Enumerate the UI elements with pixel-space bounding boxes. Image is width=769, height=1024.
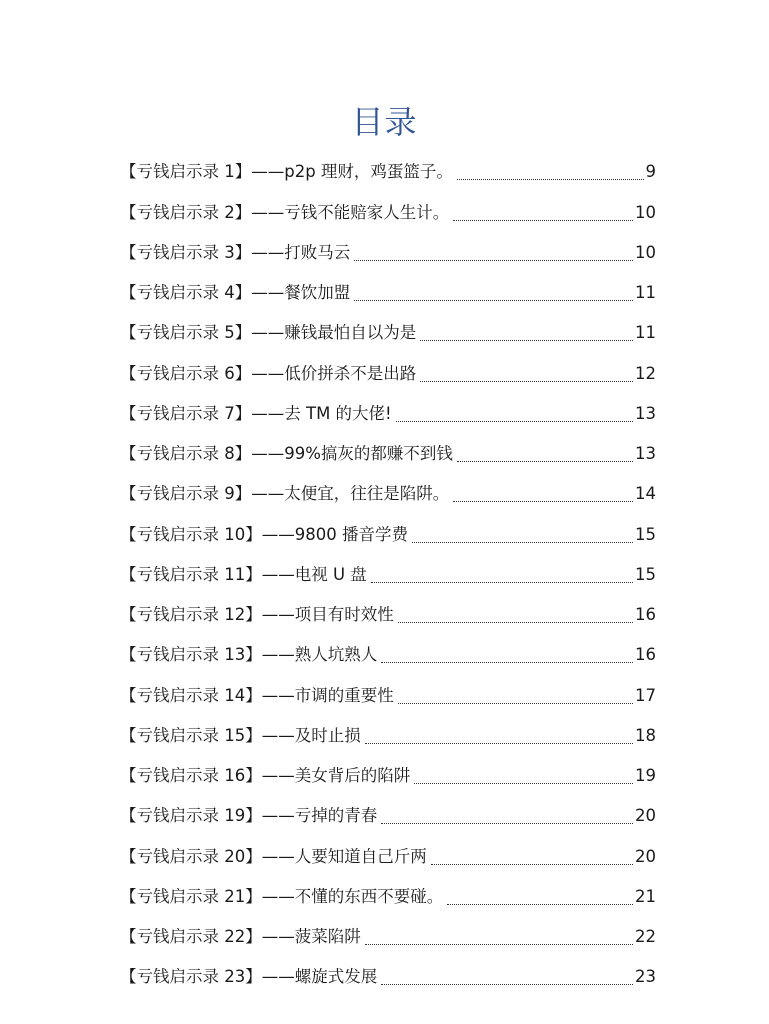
- toc-dot-leader: [453, 220, 633, 221]
- toc-entry-label: 【亏钱启示录 21】——不懂的东西不要碰。: [120, 886, 444, 906]
- toc-page-number: 23: [635, 967, 656, 987]
- toc-dot-leader: [431, 864, 633, 865]
- toc-page-number: 21: [635, 886, 656, 906]
- toc-entry: [120, 233, 656, 273]
- toc-entry-label: 【亏钱启示录 2】——亏钱不能赔家人生计。: [120, 202, 450, 222]
- toc-page-number: 15: [635, 524, 656, 544]
- toc-entry-label: 【亏钱启示录 9】——太便宜，往往是陷阱。: [120, 484, 450, 504]
- toc-entry: [120, 716, 656, 756]
- toc-entry-label: 【亏钱启示录 10】——9800 播音学费: [120, 524, 408, 544]
- toc-list: [120, 152, 656, 997]
- toc-page-number: 16: [635, 605, 656, 624]
- toc-dot-leader: [381, 984, 633, 985]
- toc-entry: [120, 514, 656, 554]
- toc-entry: [120, 595, 656, 635]
- toc-entry-label: 【亏钱启示录 1】——p2p 理财，鸡蛋篮子。: [120, 162, 453, 182]
- toc-page-number: 11: [635, 323, 656, 343]
- toc-entry: [120, 434, 656, 474]
- toc-entry: [120, 313, 656, 353]
- toc-entry: [120, 555, 656, 595]
- toc-entry: [120, 836, 656, 876]
- toc-entry: [120, 877, 656, 917]
- toc-entry-label: 【亏钱启示录 13】——熟人坑熟人: [120, 645, 378, 665]
- toc-dot-leader: [354, 260, 633, 261]
- toc-page-number: 11: [635, 283, 656, 302]
- toc-dot-leader: [453, 501, 633, 502]
- toc-dot-leader: [354, 300, 633, 301]
- toc-dot-leader: [365, 743, 633, 744]
- toc-dot-leader: [398, 622, 633, 623]
- toc-entry: [120, 756, 656, 796]
- toc-entry: [120, 675, 656, 715]
- toc-entry-label: 【亏钱启示录 8】——99%搞灰的都赚不到钱: [120, 444, 453, 463]
- toc-entry: [120, 635, 656, 675]
- toc-entry: [120, 796, 656, 836]
- toc-entry: [120, 152, 656, 192]
- toc-dot-leader: [414, 783, 633, 784]
- toc-page-number: 13: [635, 403, 656, 423]
- toc-entry: [120, 192, 656, 232]
- toc-entry-label: 【亏钱启示录 19】——亏掉的青春: [120, 806, 378, 826]
- toc-entry: [120, 353, 656, 393]
- toc-dot-leader: [365, 944, 633, 945]
- toc-entry-label: 【亏钱启示录 4】——餐饮加盟: [120, 283, 351, 302]
- toc-dot-leader: [396, 421, 633, 422]
- toc-page-number: 9: [645, 162, 656, 182]
- toc-dot-leader: [398, 703, 633, 704]
- toc-entry: [120, 394, 656, 434]
- toc-entry-label: 【亏钱启示录 22】——菠菜陷阱: [120, 927, 361, 946]
- toc-page-number: 13: [635, 444, 656, 463]
- toc-dot-leader: [412, 542, 633, 543]
- toc-dot-leader: [420, 381, 633, 382]
- toc-dot-leader: [420, 340, 633, 341]
- toc-page-number: 15: [635, 564, 656, 584]
- toc-entry-label: 【亏钱启示录 20】——人要知道自己斤两: [120, 846, 427, 866]
- toc-entry-label: 【亏钱启示录 23】——螺旋式发展: [120, 967, 378, 987]
- toc-page-number: 16: [635, 645, 656, 665]
- toc-page-number: 20: [635, 806, 656, 826]
- toc-page-number: 10: [635, 242, 656, 262]
- toc-entry-label: 【亏钱启示录 6】——低价拼杀不是出路: [120, 363, 417, 383]
- toc-page-number: 14: [635, 484, 656, 504]
- toc-page-number: 18: [635, 725, 656, 745]
- toc-page-number: 20: [635, 846, 656, 866]
- toc-page-number: 19: [635, 766, 656, 785]
- toc-dot-leader: [457, 179, 644, 180]
- toc-entry: [120, 917, 656, 957]
- toc-entry-label: 【亏钱启示录 3】——打败马云: [120, 242, 351, 262]
- toc-title: 目录: [351, 103, 418, 141]
- toc-entry-label: 【亏钱启示录 11】——电视 U 盘: [120, 564, 367, 584]
- toc-page-number: 10: [635, 202, 656, 222]
- toc-entry-label: 【亏钱启示录 5】——赚钱最怕自以为是: [120, 323, 417, 343]
- toc-dot-leader: [447, 904, 633, 905]
- toc-dot-leader: [371, 582, 633, 583]
- toc-entry: [120, 957, 656, 997]
- toc-entry-label: 【亏钱启示录 14】——市调的重要性: [120, 685, 394, 705]
- toc-entry: [120, 273, 656, 313]
- toc-dot-leader: [381, 662, 633, 663]
- toc-entry-label: 【亏钱启示录 15】——及时止损: [120, 725, 361, 745]
- toc-page-number: 22: [635, 927, 656, 946]
- toc-page-number: 12: [635, 363, 656, 383]
- toc-entry-label: 【亏钱启示录 7】——去 TM 的大佬!: [120, 403, 392, 423]
- toc-dot-leader: [381, 823, 633, 824]
- toc-entry-label: 【亏钱启示录 12】——项目有时效性: [120, 605, 394, 624]
- toc-entry-label: 【亏钱启示录 16】——美女背后的陷阱: [120, 766, 411, 785]
- toc-dot-leader: [457, 461, 633, 462]
- toc-entry: [120, 474, 656, 514]
- toc-page-number: 17: [635, 685, 656, 705]
